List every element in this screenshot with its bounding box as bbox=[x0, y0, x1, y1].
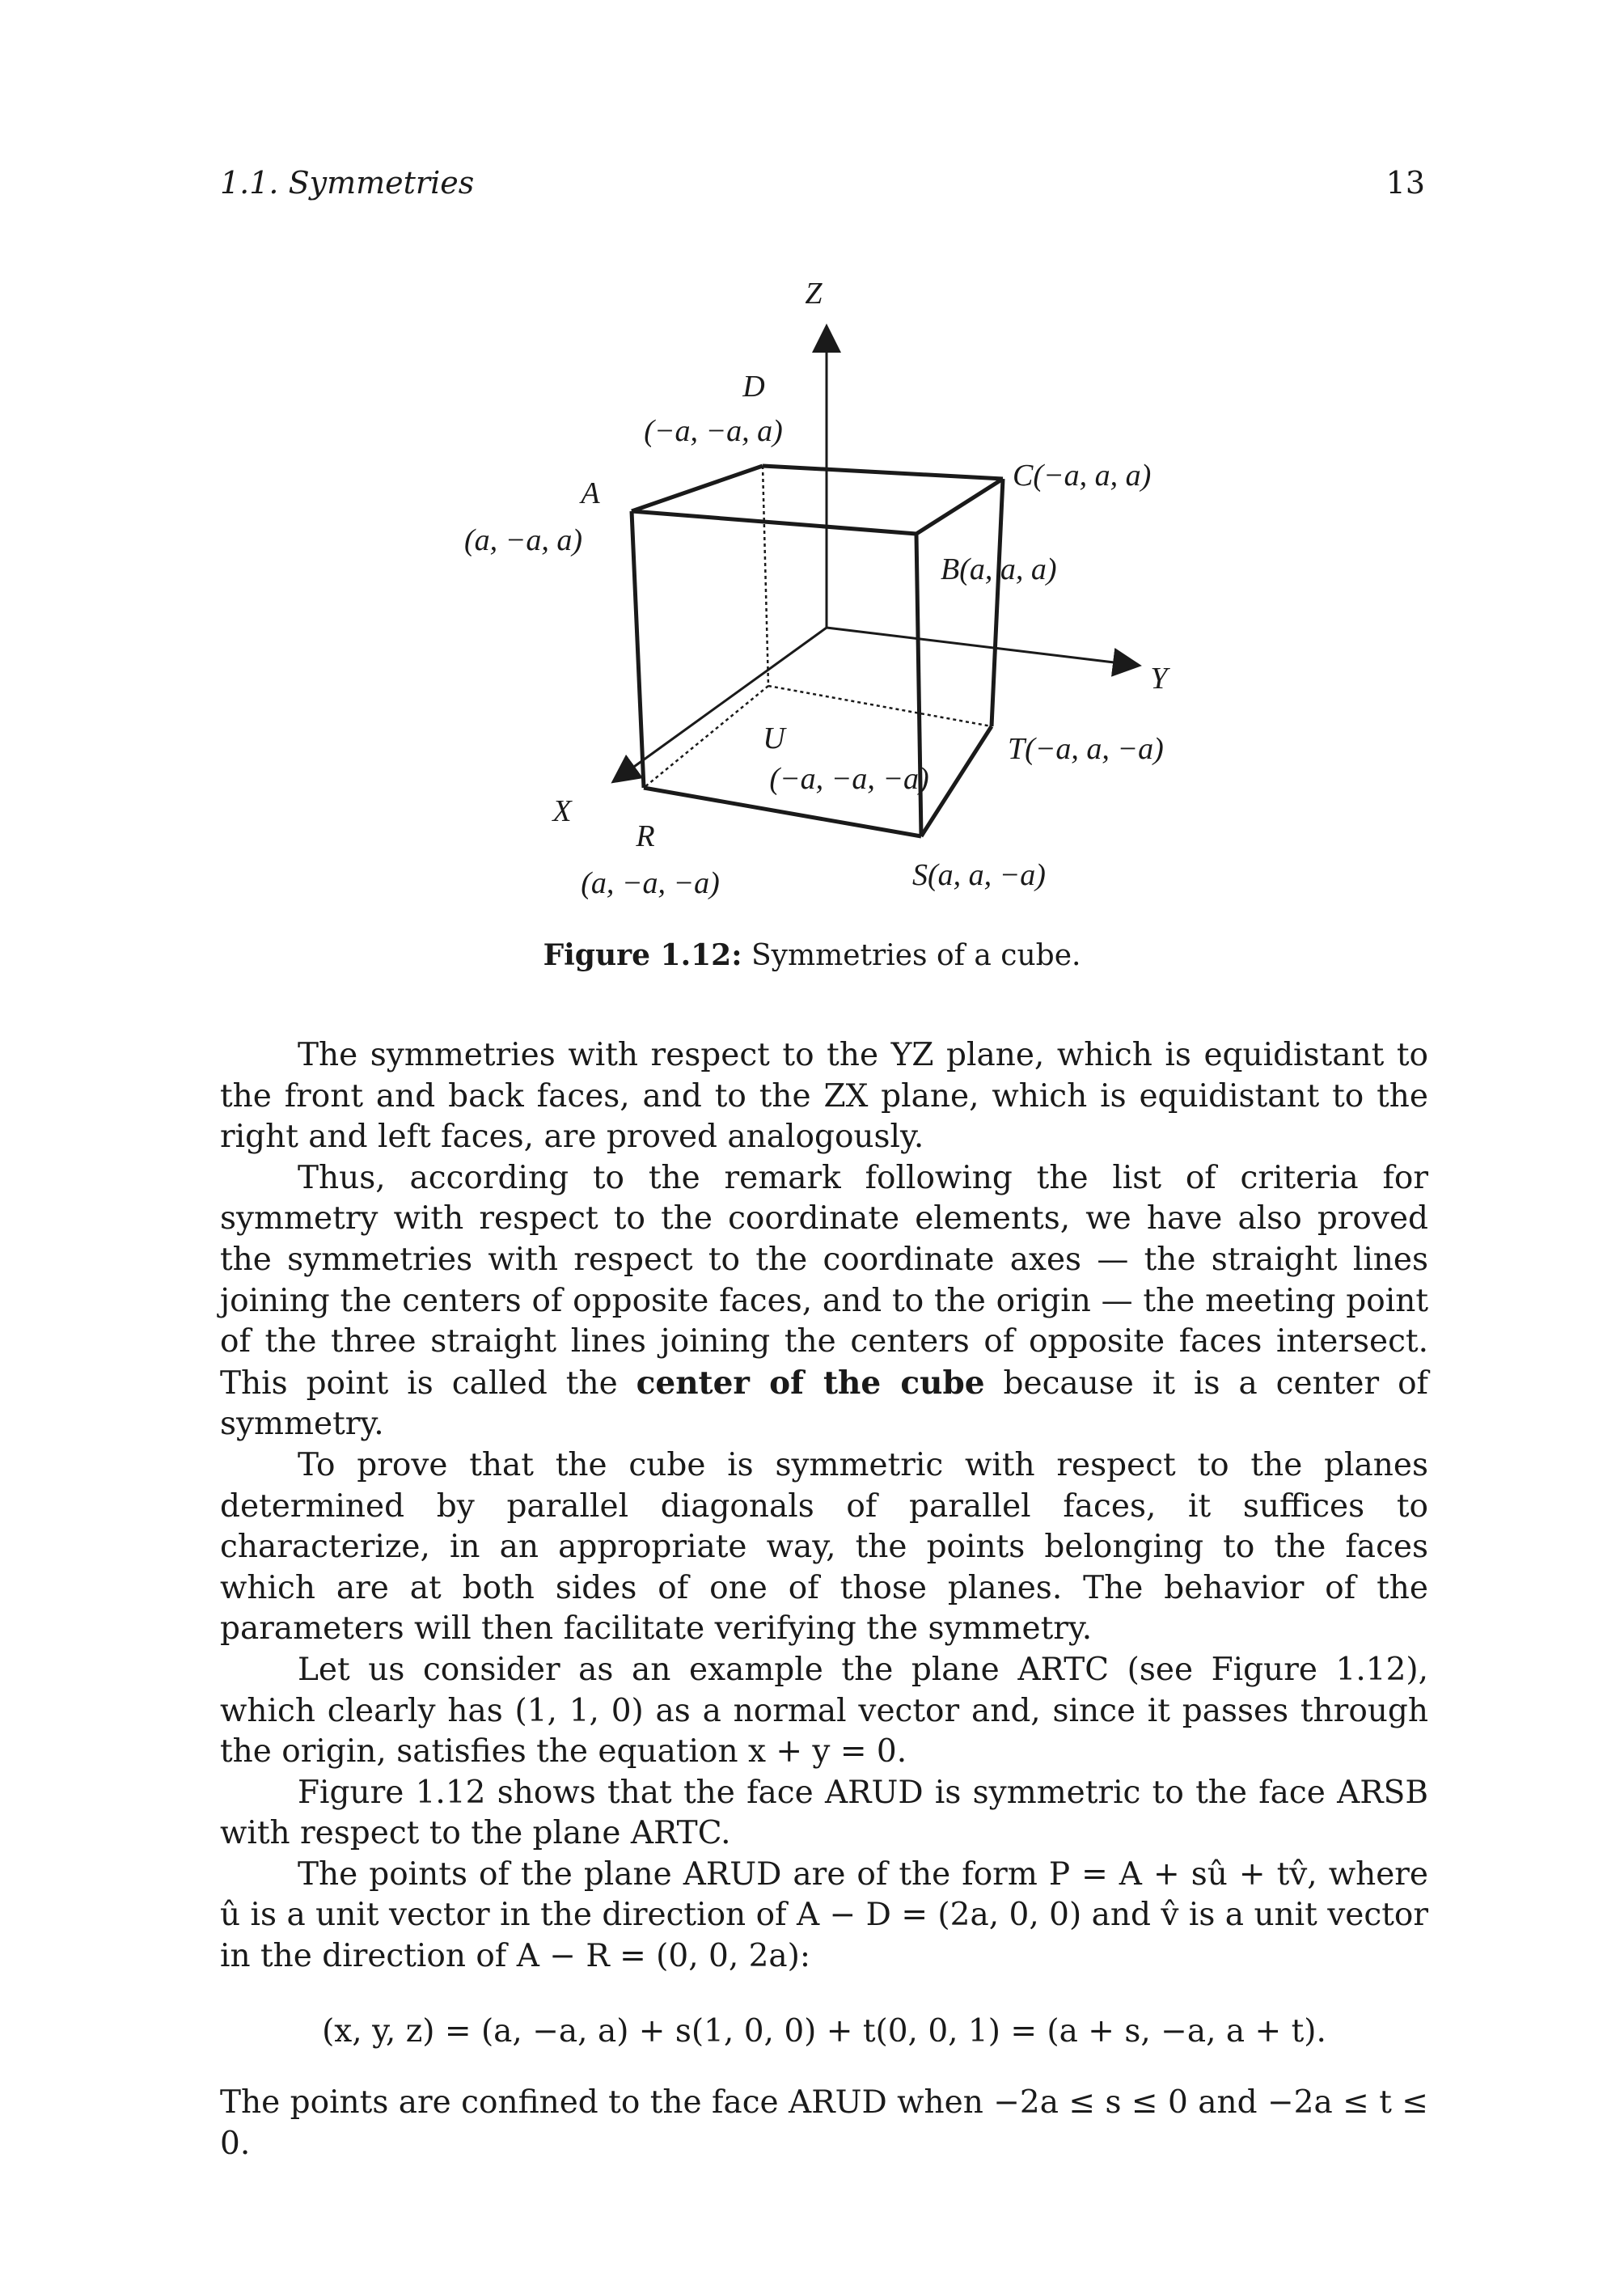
term-center-of-cube: center of the cube bbox=[636, 1364, 985, 1402]
cube-figure bbox=[0, 0, 1624, 938]
paragraph-2-text: Thus, according to the remark following the list of criteria for symmetry with respect to the coordinate elements, we have also proved the symmetries with respect to the coordinate axes — the straight lines joining the centers of opposite faces, and to the origin — the meeting point of the three straight lines joining the centers of opposite faces intersect. This point is called the bbox=[220, 1159, 1428, 1402]
paragraph-1: The symmetries with respect to the YZ plane, which is equidistant to the front and back faces, and to the ZX plane, which is equidistant to the right and left faces, are proved analogously. bbox=[220, 1037, 1428, 1156]
page-number: 13 bbox=[1385, 165, 1425, 201]
paragraph-2 bbox=[220, 1158, 1428, 1445]
display-equation: (x, y, z) = (a, −a, a) + s(1, 0, 0) + t(0, 0, 1) = (a + s, −a, a + t). bbox=[322, 2012, 1326, 2050]
paragraph-5: Figure 1.12 shows that the face ARUD is symmetric to the face ARSB with respect to the plane ARTC. bbox=[220, 1774, 1428, 1852]
y-axis-label: Y bbox=[1150, 662, 1168, 696]
vertex-u-coord: (−a, −a, −a) bbox=[769, 762, 929, 796]
hidden-edges bbox=[644, 466, 992, 788]
vertex-b-label: B(a, a, a) bbox=[941, 552, 1057, 586]
vertex-t-label: T(−a, a, −a) bbox=[1008, 732, 1164, 766]
vertex-r-label: R bbox=[636, 819, 655, 853]
vertex-a-coord: (a, −a, a) bbox=[464, 523, 582, 557]
y-axis bbox=[827, 628, 1127, 664]
running-head-section: 1.1. Symmetries bbox=[220, 165, 475, 201]
vertex-a-label: A bbox=[581, 476, 600, 510]
vertex-c-label: C(−a, a, a) bbox=[1013, 459, 1152, 493]
figure-caption-label: Figure 1.12: bbox=[543, 938, 742, 972]
z-axis-label: Z bbox=[805, 277, 823, 311]
vertex-d-label: D bbox=[742, 370, 765, 404]
figure-caption bbox=[0, 938, 1624, 972]
vertex-d-coord: (−a, −a, a) bbox=[644, 414, 783, 448]
paragraph-2-tail: because it is a center of symmetry. bbox=[220, 1364, 1428, 1443]
paragraph-7: The points are confined to the face ARUD when −2a ≤ s ≤ 0 and −2a ≤ t ≤ 0. bbox=[220, 2084, 1428, 2162]
x-axis bbox=[623, 628, 827, 775]
paragraph-6: The points of the plane ARUD are of the form P = A + sû + tv̂, where û is a unit vector in the direction of A − D = (2a, 0, 0) and v̂ is a unit vector in the direction of A − R = (0, 0, 2a): bbox=[220, 1855, 1428, 1975]
paragraph-3: To prove that the cube is symmetric with respect to the planes determined by parallel diagonals of parallel faces, it suffices to characterize, in an appropriate way, the points belonging to the faces which are at both sides of one of those planes. The behavior of the parameters will then facilitate verifying the symmetry. bbox=[220, 1446, 1428, 1648]
paragraph-4: Let us consider as an example the plane ARTC (see Figure 1.12), which clearly has (1, 1, 0) as a normal vector and, since it passes through the origin, satisfies the equation x + y = 0. bbox=[220, 1651, 1428, 1771]
body-text bbox=[220, 1035, 1428, 2164]
vertex-r-coord: (a, −a, −a) bbox=[581, 866, 720, 900]
vertex-u-label: U bbox=[763, 721, 785, 755]
x-axis-label: X bbox=[552, 794, 572, 828]
cube-diagram bbox=[0, 0, 1624, 938]
figure-caption-text: Symmetries of a cube. bbox=[742, 939, 1081, 972]
vertex-s-label: S(a, a, −a) bbox=[912, 858, 1046, 892]
